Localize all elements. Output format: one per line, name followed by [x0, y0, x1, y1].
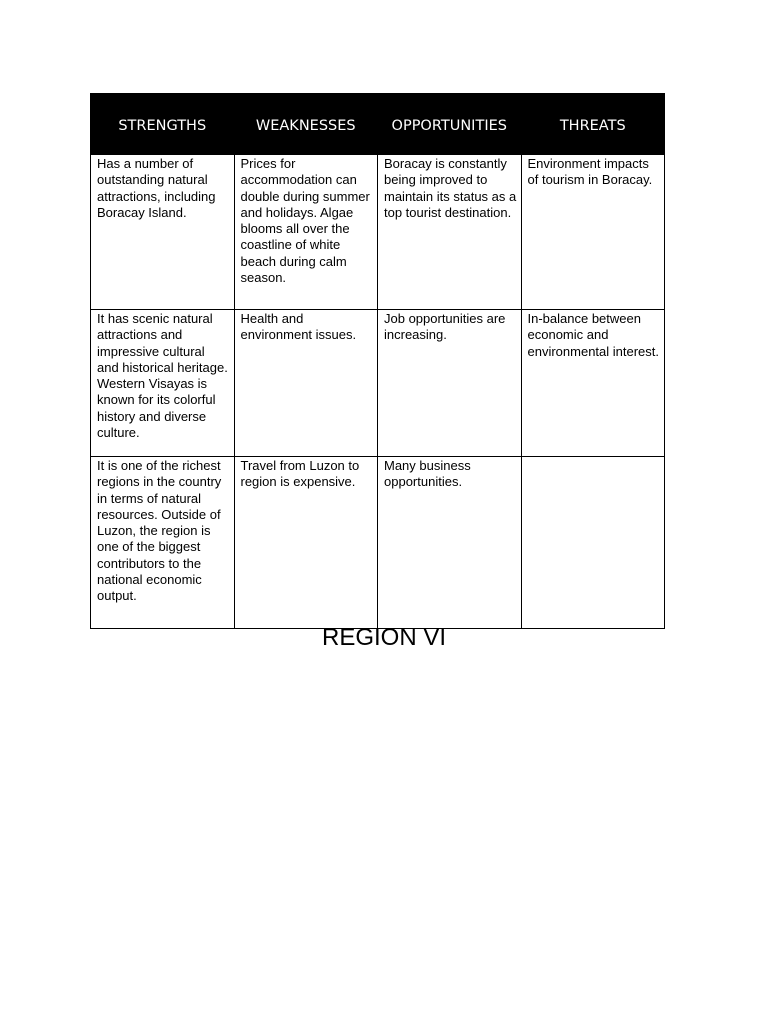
- table-header-row: [91, 94, 665, 155]
- header-threats: THREATS: [521, 94, 665, 155]
- weakness-cell: Travel from Luzon to region is expensive.: [234, 457, 378, 629]
- table-row: [91, 310, 665, 457]
- strength-cell: Has a number of outstanding natural attractions, including Boracay Island.: [91, 155, 235, 310]
- weakness-cell: Health and environment issues.: [234, 310, 378, 457]
- swot-table: [90, 93, 665, 629]
- strength-cell: It has scenic natural attractions and impressive cultural and historical heritage. Western Visayas is known for its colorful history and diverse culture.: [91, 310, 235, 457]
- header-weaknesses: WEAKNESSES: [234, 94, 378, 155]
- table-row: [91, 155, 665, 310]
- opportunity-cell: Many business opportunities.: [378, 457, 522, 629]
- threat-cell: Environment impacts of tourism in Boracay.: [521, 155, 665, 310]
- opportunity-cell: Boracay is constantly being improved to maintain its status as a top tourist destination.: [378, 155, 522, 310]
- weakness-cell: Prices for accommodation can double during summer and holidays. Algae blooms all over the coastline of white beach during calm season.: [234, 155, 378, 310]
- strength-cell: It is one of the richest regions in the country in terms of natural resources. Outside of Luzon, the region is one of the biggest contributors to the national economic output.: [91, 457, 235, 629]
- threat-cell: [521, 457, 665, 629]
- opportunity-cell: Job opportunities are increasing.: [378, 310, 522, 457]
- header-strengths: STRENGTHS: [91, 94, 235, 155]
- table-row: [91, 457, 665, 629]
- header-opportunities: OPPORTUNITIES: [378, 94, 522, 155]
- threat-cell: In-balance between economic and environmental interest.: [521, 310, 665, 457]
- region-title: REGION VI: [321, 624, 447, 651]
